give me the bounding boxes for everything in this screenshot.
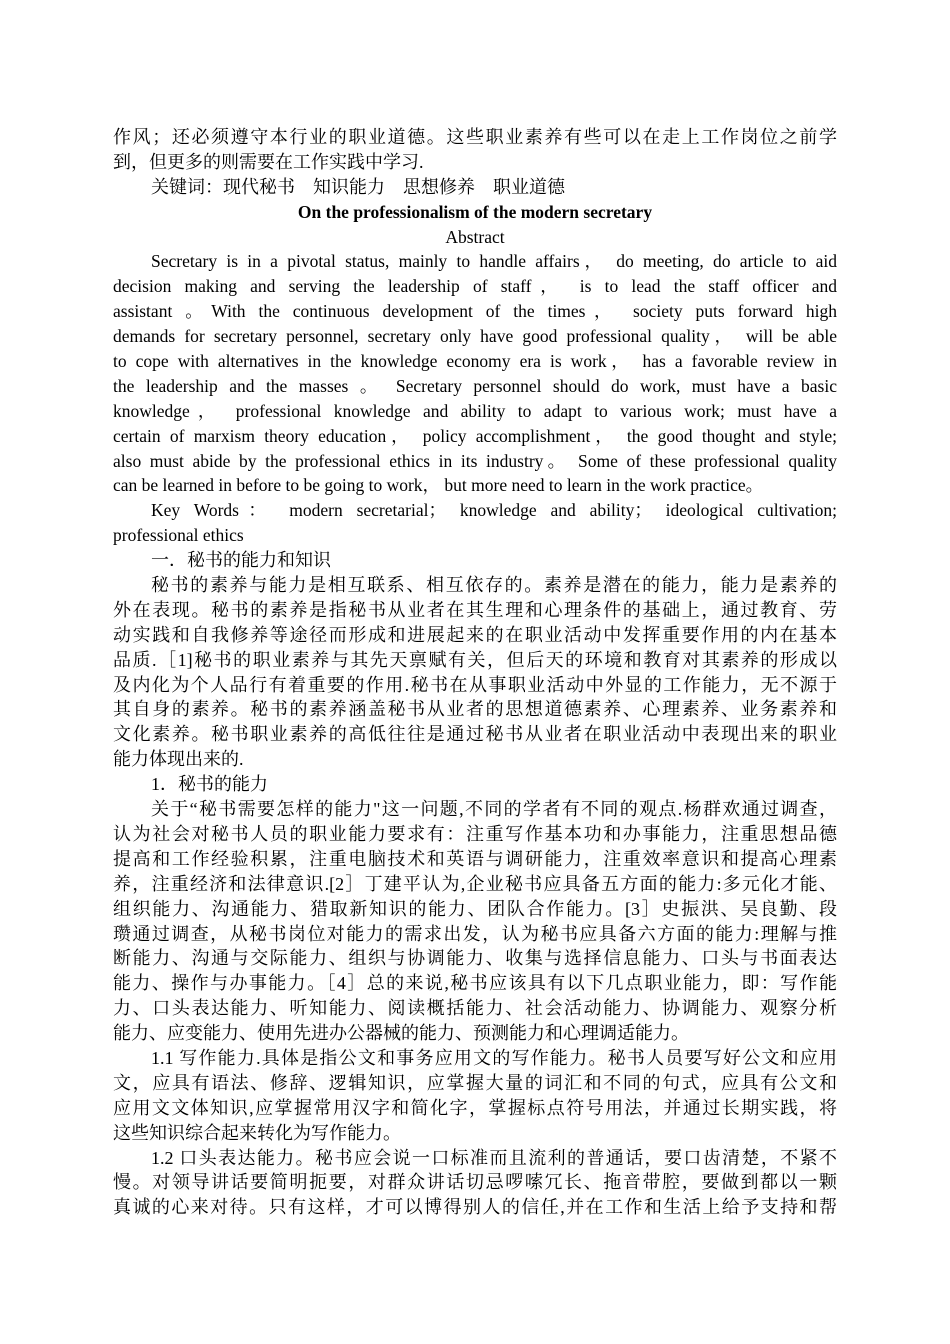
text-line: 认为社会对秘书人员的职业能力要求有：注重写作基本功和办事能力，注重思想品德	[113, 823, 837, 844]
text-line: 能力、应变能力、使用先进办公器械的能力、预测能力和心理调适能力。	[113, 1023, 689, 1044]
text-line: 作风；还必须遵守本行业的职业道德。这些职业素养有些可以在走上工作岗位之前学	[113, 127, 837, 147]
abstract-heading: Abstract	[445, 226, 505, 247]
text-line: 养，注重经济和法律意识.[2］丁建平认为,企业秘书应具备五方面的能力:多元化才能、	[113, 873, 837, 894]
text-line: 组织能力、沟通能力、猎取新知识的能力、团队合作能力。[3］史振洪、吴良勤、段	[113, 898, 837, 919]
text-line: 1.1 写作能力.具体是指公文和事务应用文的写作能力。秘书人员要写好公文和应用	[151, 1047, 837, 1068]
text-line: 能力体现出来的.	[113, 749, 244, 770]
text-line: professional ethics	[113, 525, 244, 546]
text-line: 动实践和自我修养等途径而形成和进展起来的在职业活动中发挥重要作用的内在基本	[113, 624, 837, 645]
text-line: 能力、操作与办事能力。［4］总的来说,秘书应该具有以下几点职业能力，即：写作能	[113, 973, 837, 994]
subsection-heading: 1．秘书的能力	[151, 774, 268, 795]
text-line: decision making and serving the leadership of staff， is to lead the staff officer and	[113, 276, 837, 297]
text-line: 断能力、沟通与交际能力、组织与协调能力、收集与选择信息能力、口头与书面表达	[113, 948, 837, 969]
text-line: 真诚的心来对待。只有这样，才可以博得别人的信任,并在工作和生活上给予支持和帮	[113, 1197, 837, 1218]
paper-title-english: On the professionalism of the modern secretary	[297, 201, 653, 222]
text-line: also must abide by the professional ethics in its industry。 Some of these professional quality	[113, 450, 837, 471]
text-line: 品质.［1]秘书的职业素养与其先天禀赋有关，但后天的环境和教育对其素养的形成以	[113, 649, 837, 670]
text-line: demands for secretary personnel, secretary only have good professional quality， will be able	[113, 326, 837, 347]
text-line: knowledge， professional knowledge and ability to adapt to various work; must have a	[113, 400, 837, 421]
text-line: 到，但更多的则需要在工作实践中学习.	[113, 151, 424, 172]
text-line: 文，应具有语法、修辞、逻辑知识，应掌握大量的词汇和不同的句式，应具有公文和	[113, 1072, 837, 1093]
text-line: certain of marxism theory education， policy accomplishment， the good thought and style;	[113, 425, 837, 446]
section-heading: 一．秘书的能力和知识	[151, 550, 331, 571]
text-line: 及内化为个人品行有着重要的作用.秘书在从事职业活动中外显的工作能力，无不源于	[113, 674, 837, 695]
keywords-english: Key Words： modern secretarial； knowledge and ability； ideological cultivation;	[151, 500, 837, 521]
text-line: 这些知识综合起来转化为写作能力。	[113, 1122, 401, 1143]
text-line: can be learned in before to be going to work， but more need to learn in the work practice。	[113, 475, 764, 496]
text-line: 力、口头表达能力、听知能力、阅读概括能力、社会活动能力、协调能力、观察分析	[113, 998, 837, 1019]
text-line: 应用文文体知识,应掌握常用汉字和简化字，掌握标点符号用法，并通过长期实践，将	[113, 1097, 837, 1118]
text-line: 关于“秘书需要怎样的能力"这一问题,不同的学者有不同的观点.杨群欢通过调查，	[151, 799, 837, 820]
text-line: 瓒通过调查，从秘书岗位对能力的需求出发，认为秘书应具备六方面的能力:理解与推	[113, 923, 837, 944]
text-line: 提高和工作经验积累，注重电脑技术和英语与调研能力，注重效率意识和提高心理素	[113, 848, 837, 869]
text-line: 1.2 口头表达能力。秘书应会说一口标准而且流利的普通话，要口齿清楚，不紧不	[151, 1147, 837, 1168]
text-line: 其自身的素养。秘书的素养涵盖秘书从业者的思想道德素养、心理素养、业务素养和	[113, 699, 837, 720]
text-line: 秘书的素养与能力是相互联系、相互依存的。素养是潜在的能力，能力是素养的	[151, 575, 837, 596]
text-line: Secretary is in a pivotal status, mainly to handle affairs， do meeting, do article to aid	[151, 251, 837, 272]
text-line: to cope with alternatives in the knowledge economy era is work， has a favorable review in	[113, 351, 837, 372]
keywords-chinese: 关键词：现代秘书 知识能力 思想修养 职业道德	[151, 176, 565, 197]
text-line: 慢。对领导讲话要简明扼要，对群众讲话切忌啰嗦冗长、拖音带腔，要做到都以一颗	[113, 1172, 837, 1193]
text-line: assistant 。With the continuous development of the times， society puts forward high	[113, 301, 837, 322]
text-line: the leadership and the masses 。 Secretary personnel should do work, must have a basic	[113, 375, 837, 396]
text-line: 外在表现。秘书的素养是指秘书从业者在其生理和心理条件的基础上，通过教育、劳	[113, 599, 837, 620]
document-page	[113, 125, 837, 1220]
text-line: 文化素养。秘书职业素养的高低往往是通过秘书从业者在职业活动中表现出来的职业	[113, 724, 837, 745]
